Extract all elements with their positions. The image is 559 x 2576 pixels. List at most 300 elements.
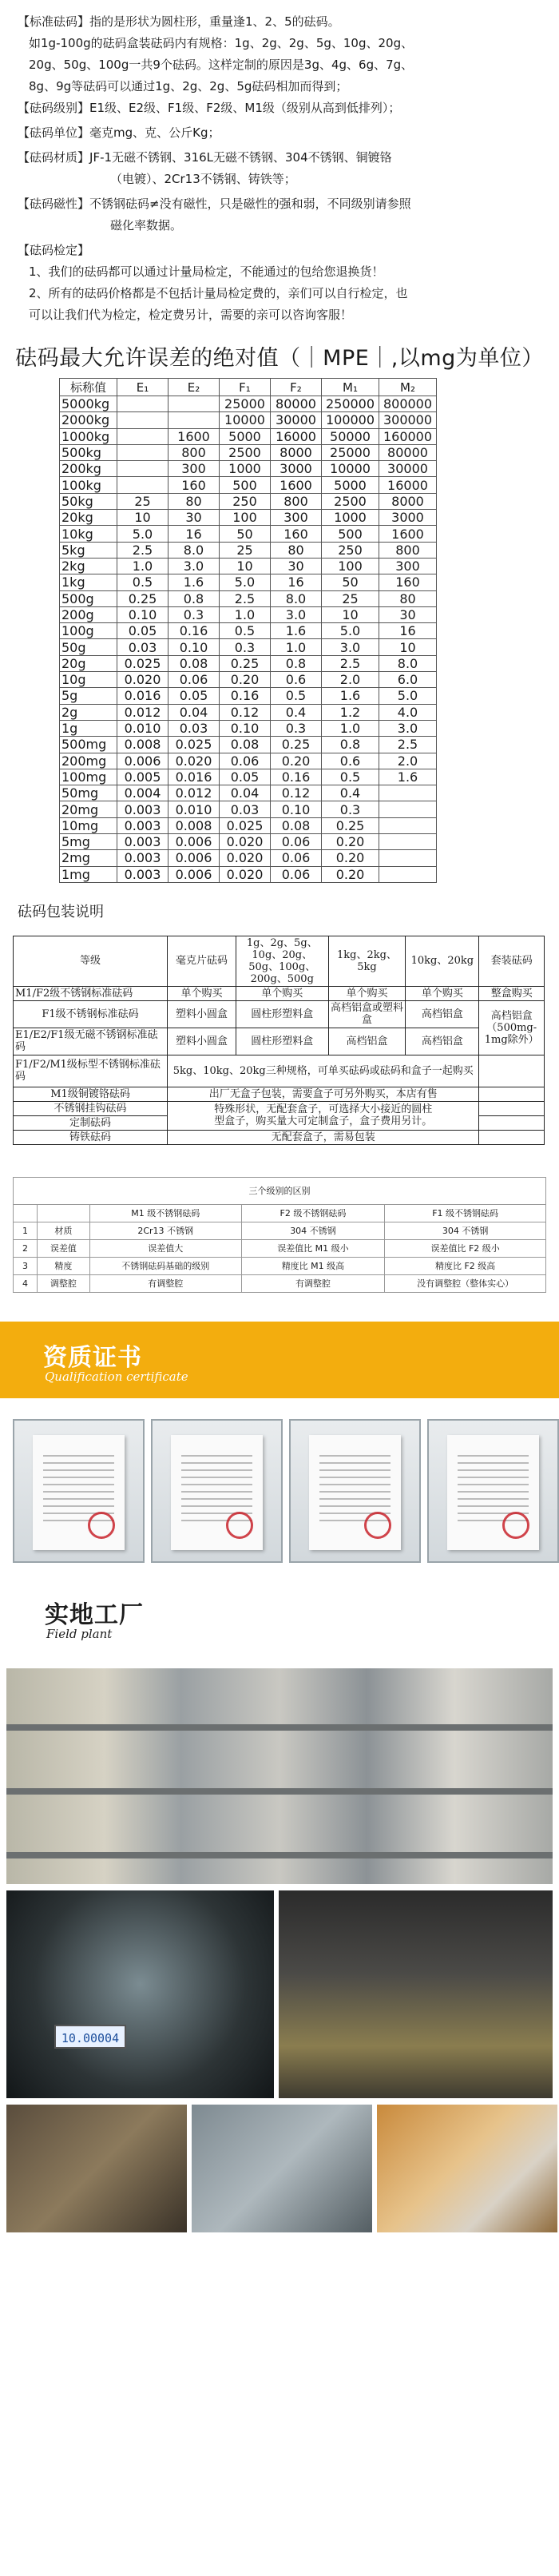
mpe-header-cell: F₁ <box>220 379 271 396</box>
comparison-row <box>14 1222 546 1239</box>
packaging-table <box>13 936 545 1145</box>
mpe-value-cell: 0.5 <box>117 574 168 590</box>
mpe-value-cell: 0.25 <box>117 590 168 606</box>
mpe-value-cell: 0.006 <box>117 753 168 769</box>
comparison-cell: 1 <box>14 1222 38 1239</box>
mpe-table <box>59 378 437 883</box>
mpe-value-cell: 10 <box>117 510 168 526</box>
mpe-value-cell <box>117 477 168 493</box>
mpe-value-cell: 500 <box>322 526 379 542</box>
mpe-value-cell: 1000 <box>220 461 271 477</box>
comparison-cell: 误差值 <box>37 1239 89 1257</box>
mpe-value-cell: 250 <box>220 493 271 509</box>
mpe-value-cell: 5000 <box>322 477 379 493</box>
mpe-value-cell: 0.008 <box>168 817 220 833</box>
grade-label: 【砝码级别】 <box>18 101 90 115</box>
mpe-value-cell: 1.6 <box>379 769 437 785</box>
mpe-value-cell: 3.0 <box>322 639 379 655</box>
mpe-value-cell: 0.006 <box>168 866 220 882</box>
field-plant-title: 实地工厂 <box>45 1600 144 1629</box>
mpe-value-cell: 16000 <box>379 477 437 493</box>
mpe-value-cell: 80000 <box>271 396 322 412</box>
mpe-row <box>60 688 437 704</box>
packaging-cell: 高档铝盒或塑料盒 <box>328 1000 406 1028</box>
mpe-nominal-cell: 200g <box>60 606 117 622</box>
mpe-value-cell: 2500 <box>322 493 379 509</box>
certificate-image <box>13 1419 145 1563</box>
mpe-nominal-cell: 50mg <box>60 785 117 801</box>
comparison-cell: 精度 <box>37 1257 89 1274</box>
mpe-value-cell: 3.0 <box>271 606 322 622</box>
mpe-value-cell: 0.16 <box>220 688 271 704</box>
packaging-cell <box>479 1087 545 1101</box>
mpe-value-cell: 300 <box>271 510 322 526</box>
mpe-value-cell: 0.08 <box>168 655 220 671</box>
comparison-row <box>14 1274 546 1292</box>
mpe-value-cell: 250 <box>322 542 379 558</box>
comparison-header-cell: F1 级不锈钢砝码 <box>385 1204 546 1222</box>
mpe-value-cell: 50000 <box>322 428 379 444</box>
packaging-cell <box>479 1130 545 1144</box>
mpe-row <box>60 493 437 509</box>
packaging-cell: 圆柱形塑料盒 <box>236 1028 328 1055</box>
field-plant-subtitle: Field plant <box>46 1626 113 1641</box>
mpe-row <box>60 574 437 590</box>
mpe-value-cell: 5.0 <box>117 526 168 542</box>
comparison-cell: 误差值大 <box>89 1239 241 1257</box>
comparison-cell: 精度比 F2 级高 <box>385 1257 546 1274</box>
mpe-nominal-cell: 20mg <box>60 801 117 817</box>
certificate-image <box>289 1419 421 1563</box>
mpe-value-cell: 0.10 <box>271 801 322 817</box>
mpe-value-cell: 0.003 <box>117 801 168 817</box>
packaging-grade-cell: M1/F2级不锈钢标准砝码 <box>14 986 168 1000</box>
mpe-nominal-cell: 1g <box>60 720 117 736</box>
mpe-row <box>60 590 437 606</box>
mpe-nominal-cell: 5g <box>60 688 117 704</box>
lathe-photo <box>192 2105 372 2232</box>
mpe-value-cell: 0.16 <box>271 769 322 785</box>
comparison-cell: 精度比 M1 级高 <box>241 1257 385 1274</box>
mpe-value-cell: 80 <box>271 542 322 558</box>
material-label: 【砝码材质】 <box>18 150 90 165</box>
mpe-value-cell: 1600 <box>271 477 322 493</box>
mpe-value-cell: 30000 <box>379 461 437 477</box>
packaging-header-cell: 1kg、2kg、5kg <box>328 936 406 986</box>
mpe-value-cell: 800 <box>271 493 322 509</box>
packaging-section-title: 砝码包装说明 <box>18 903 104 920</box>
mpe-value-cell: 0.8 <box>271 655 322 671</box>
mpe-row <box>60 720 437 736</box>
mpe-value-cell: 300 <box>379 558 437 574</box>
packaging-cell: 出厂无盒子包装，需要盒子可另外购买，本店有售 <box>168 1087 479 1101</box>
packaging-row <box>14 1130 545 1144</box>
mpe-value-cell <box>379 834 437 850</box>
verify-line-1: 1、我们的砝码都可以通过计量局检定，不能通过的包给您退换货！ <box>29 264 384 279</box>
mpe-value-cell: 0.10 <box>117 606 168 622</box>
mpe-row <box>60 672 437 688</box>
mpe-value-cell: 80000 <box>379 444 437 460</box>
mpe-value-cell: 0.10 <box>220 720 271 736</box>
mpe-header-cell: F₂ <box>271 379 322 396</box>
comparison-header-cell <box>37 1204 89 1222</box>
mpe-value-cell: 0.025 <box>168 737 220 753</box>
mpe-value-cell: 6.0 <box>379 672 437 688</box>
mpe-value-cell: 1.6 <box>168 574 220 590</box>
mpe-nominal-cell: 5mg <box>60 834 117 850</box>
packaging-header-cell: 10kg、20kg <box>406 936 479 986</box>
mpe-value-cell: 0.020 <box>220 834 271 850</box>
verify-label: 【砝码检定】 <box>18 243 90 257</box>
mpe-value-cell: 160 <box>379 574 437 590</box>
mpe-value-cell: 0.08 <box>220 737 271 753</box>
field-plant-banner <box>0 1580 559 1660</box>
mpe-nominal-cell: 10mg <box>60 817 117 833</box>
packaging-header-cell: 毫克片砝码 <box>168 936 236 986</box>
packaging-grade-cell: 铸铁砝码 <box>14 1130 168 1144</box>
comparison-cell: 3 <box>14 1257 38 1274</box>
packaging-cell: 单个购买 <box>168 986 236 1000</box>
mpe-row <box>60 817 437 833</box>
packaging-cell <box>168 1101 479 1130</box>
mpe-header-cell: E₁ <box>117 379 168 396</box>
stamp-icon <box>88 1512 115 1539</box>
comparison-row <box>14 1239 546 1257</box>
packaging-header-cell: 套装砝码 <box>479 936 545 986</box>
packaging-note-line-2: 型盒子，购买量大可定制盒子，盒子费用另计。 <box>214 1115 433 1128</box>
mpe-value-cell: 0.025 <box>117 655 168 671</box>
mpe-value-cell <box>117 461 168 477</box>
certificate-image <box>151 1419 283 1563</box>
stamp-icon <box>364 1512 391 1539</box>
mpe-value-cell: 0.020 <box>168 753 220 769</box>
machine-photo <box>279 1890 553 2098</box>
mpe-value-cell <box>117 412 168 428</box>
factory-photo-row <box>6 1890 559 2098</box>
material-line-1 <box>18 147 541 169</box>
mpe-value-cell: 800 <box>379 542 437 558</box>
mpe-value-cell: 25000 <box>220 396 271 412</box>
mpe-value-cell: 0.8 <box>168 590 220 606</box>
mpe-value-cell: 160 <box>168 477 220 493</box>
comparison-cell: 调整腔 <box>37 1274 89 1292</box>
comparison-cell: 304 不锈钢 <box>241 1222 385 1239</box>
mpe-value-cell: 25 <box>322 590 379 606</box>
mpe-value-cell: 160 <box>271 526 322 542</box>
mpe-value-cell: 0.06 <box>271 850 322 866</box>
mpe-value-cell: 1.0 <box>271 639 322 655</box>
mpe-value-cell: 0.04 <box>220 785 271 801</box>
mpe-value-cell: 0.12 <box>220 704 271 720</box>
comparison-title-row <box>14 1177 546 1204</box>
mpe-value-cell: 0.3 <box>220 639 271 655</box>
standard-text: 指的是形状为圆柱形，重量逢1、2、5的砝码。 <box>89 14 340 29</box>
mpe-value-cell: 0.16 <box>168 623 220 639</box>
mpe-value-cell: 8000 <box>271 444 322 460</box>
mpe-value-cell: 0.003 <box>117 866 168 882</box>
mpe-value-cell: 25 <box>220 542 271 558</box>
mpe-row <box>60 558 437 574</box>
packaging-cell: 高档铝盒 <box>406 1028 479 1055</box>
mpe-nominal-cell: 50kg <box>60 493 117 509</box>
warehouse-photo <box>6 1668 553 1884</box>
packaging-cell <box>479 1101 545 1115</box>
certificate-gallery <box>13 1419 559 1563</box>
mpe-value-cell: 0.005 <box>117 769 168 785</box>
comparison-cell: 误差值比 F2 级小 <box>385 1239 546 1257</box>
mpe-value-cell: 100 <box>322 558 379 574</box>
packaging-row <box>14 1101 545 1115</box>
mpe-value-cell: 1600 <box>168 428 220 444</box>
comparison-cell: 不锈钢砝码基础的级别 <box>89 1257 241 1274</box>
mpe-row <box>60 639 437 655</box>
mpe-row <box>60 785 437 801</box>
mpe-row <box>60 477 437 493</box>
standard-line-3: 20g、50g、100g一共9个砝码。这样定制的原因是3g、4g、6g、7g、 <box>29 58 414 72</box>
mpe-value-cell: 2.5 <box>322 655 379 671</box>
mpe-table-title: 砝码最大允许误差的绝对值（｜MPE｜,以mg为单位） <box>15 346 544 371</box>
mpe-header-cell: 标称值 <box>60 379 117 396</box>
mpe-nominal-cell: 1kg <box>60 574 117 590</box>
mpe-value-cell: 100000 <box>322 412 379 428</box>
mpe-row <box>60 526 437 542</box>
grade-line <box>18 97 541 119</box>
packaging-grade-cell: M1级铜镀铬砝码 <box>14 1087 168 1101</box>
mpe-value-cell: 30000 <box>271 412 322 428</box>
mpe-value-cell: 0.20 <box>322 866 379 882</box>
mpe-header-cell: E₂ <box>168 379 220 396</box>
material-line-2: （电镀）、2Cr13不锈钢、铸铁等； <box>110 172 296 186</box>
mpe-value-cell: 5000 <box>220 428 271 444</box>
mpe-value-cell: 10000 <box>220 412 271 428</box>
mpe-value-cell: 0.04 <box>168 704 220 720</box>
packing-photo <box>377 2105 557 2232</box>
packaging-row <box>14 1055 545 1087</box>
mpe-value-cell: 0.003 <box>117 834 168 850</box>
mpe-row <box>60 461 437 477</box>
comparison-cell: 误差值比 M1 级小 <box>241 1239 385 1257</box>
mpe-value-cell: 0.05 <box>220 769 271 785</box>
mpe-value-cell <box>379 785 437 801</box>
mpe-row <box>60 428 437 444</box>
packaging-note-line-1: 特殊形状，无配套盒子，可选择大小接近的圆柱 <box>214 1103 433 1116</box>
magnetic-line-2: 磁化率数据。 <box>110 218 183 233</box>
mpe-value-cell: 30 <box>271 558 322 574</box>
mpe-value-cell: 0.4 <box>271 704 322 720</box>
unit-line <box>18 122 541 144</box>
mpe-nominal-cell: 100g <box>60 623 117 639</box>
mpe-value-cell: 0.06 <box>220 753 271 769</box>
mpe-value-cell: 2.0 <box>322 672 379 688</box>
mpe-value-cell: 0.020 <box>220 866 271 882</box>
mpe-value-cell <box>379 817 437 833</box>
mpe-value-cell: 0.4 <box>322 785 379 801</box>
packaging-cell: 单个购买 <box>236 986 328 1000</box>
mpe-value-cell: 50 <box>220 526 271 542</box>
packaging-header-cell: 等级 <box>14 936 168 986</box>
mpe-value-cell: 500 <box>220 477 271 493</box>
certificate-image <box>427 1419 559 1563</box>
mpe-value-cell: 1.6 <box>271 623 322 639</box>
mpe-value-cell: 1.2 <box>322 704 379 720</box>
mpe-value-cell: 0.05 <box>117 623 168 639</box>
mpe-value-cell <box>168 396 220 412</box>
mpe-value-cell <box>117 428 168 444</box>
mpe-nominal-cell: 200kg <box>60 461 117 477</box>
mpe-header-cell: M₁ <box>322 379 379 396</box>
packaging-cell: 高档铝盒（500mg-1mg除外） <box>479 1000 545 1055</box>
mpe-nominal-cell: 200mg <box>60 753 117 769</box>
packaging-cell: 无配套盒子，需易包装 <box>168 1130 479 1144</box>
verify-line-3: 可以让我们代为检定，检定费另计，需要的亲可以咨询客服！ <box>29 308 353 322</box>
mpe-value-cell: 0.003 <box>117 817 168 833</box>
packaging-row <box>14 1087 545 1101</box>
mpe-value-cell: 1.0 <box>322 720 379 736</box>
mpe-nominal-cell: 2kg <box>60 558 117 574</box>
mpe-row <box>60 396 437 412</box>
mpe-value-cell: 0.008 <box>117 737 168 753</box>
mpe-value-cell: 0.016 <box>117 688 168 704</box>
mpe-nominal-cell: 2g <box>60 704 117 720</box>
mpe-nominal-cell: 1mg <box>60 866 117 882</box>
mpe-value-cell: 0.016 <box>168 769 220 785</box>
mpe-header-cell: M₂ <box>379 379 437 396</box>
mpe-nominal-cell: 50g <box>60 639 117 655</box>
mpe-value-cell: 80 <box>168 493 220 509</box>
mpe-value-cell: 5.0 <box>322 623 379 639</box>
mpe-nominal-cell: 500g <box>60 590 117 606</box>
mpe-nominal-cell: 2mg <box>60 850 117 866</box>
packaging-cell: 5kg、10kg、20kg三种规格，可单买砝码或砝码和盒子一起购买 <box>168 1055 479 1087</box>
mpe-value-cell: 0.3 <box>322 801 379 817</box>
mpe-value-cell: 0.06 <box>168 672 220 688</box>
mpe-value-cell: 800 <box>168 444 220 460</box>
mpe-value-cell: 0.010 <box>168 801 220 817</box>
comparison-cell: 2 <box>14 1239 38 1257</box>
mpe-row <box>60 753 437 769</box>
mpe-row <box>60 606 437 622</box>
mpe-value-cell: 8.0 <box>168 542 220 558</box>
mpe-value-cell: 0.004 <box>117 785 168 801</box>
magnetic-label: 【砝码磁性】 <box>18 197 90 211</box>
mpe-nominal-cell: 1000kg <box>60 428 117 444</box>
mpe-value-cell: 1.0 <box>117 558 168 574</box>
packaging-cell <box>479 1055 545 1087</box>
packaging-row <box>14 1000 545 1028</box>
mpe-value-cell: 0.03 <box>117 639 168 655</box>
mpe-nominal-cell: 2000kg <box>60 412 117 428</box>
mpe-value-cell: 0.20 <box>271 753 322 769</box>
mpe-nominal-cell: 500kg <box>60 444 117 460</box>
mpe-value-cell: 300000 <box>379 412 437 428</box>
mpe-nominal-cell: 20kg <box>60 510 117 526</box>
packaging-cell: 塑料小圆盒 <box>168 1028 236 1055</box>
mpe-value-cell: 0.20 <box>322 850 379 866</box>
mpe-value-cell: 0.03 <box>168 720 220 736</box>
scale-readout: 10.00004 <box>54 2025 126 2049</box>
mpe-value-cell: 300 <box>168 461 220 477</box>
packaging-grade-cell: F1/F2/M1级标型不锈钢标准砝码 <box>14 1055 168 1087</box>
mpe-row <box>60 834 437 850</box>
mpe-value-cell: 0.025 <box>220 817 271 833</box>
mpe-nominal-cell: 100kg <box>60 477 117 493</box>
mpe-row <box>60 704 437 720</box>
mpe-row <box>60 510 437 526</box>
packaging-cell: 整盒购买 <box>479 986 545 1000</box>
mpe-value-cell: 4.0 <box>379 704 437 720</box>
magnetic-line-1 <box>18 193 541 215</box>
packaging-cell: 单个购买 <box>328 986 406 1000</box>
comparison-cell: 有调整腔 <box>241 1274 385 1292</box>
mpe-value-cell <box>379 801 437 817</box>
material-text: JF-1无磁不锈钢、316L无磁不锈钢、304不锈钢、铜镀铬 <box>89 150 392 165</box>
mpe-value-cell: 800000 <box>379 396 437 412</box>
comparison-header-cell <box>14 1204 38 1222</box>
mpe-value-cell <box>379 866 437 882</box>
packaging-cell: 塑料小圆盒 <box>168 1000 236 1028</box>
mpe-value-cell: 0.5 <box>271 688 322 704</box>
mpe-value-cell: 0.3 <box>271 720 322 736</box>
mpe-nominal-cell: 10g <box>60 672 117 688</box>
mpe-value-cell: 0.003 <box>117 850 168 866</box>
packaging-row <box>14 986 545 1000</box>
mpe-value-cell: 2500 <box>220 444 271 460</box>
product-info-section <box>0 0 559 326</box>
comparison-cell: 没有调整腔（整体实心） <box>385 1274 546 1292</box>
mpe-row <box>60 655 437 671</box>
packaging-cell <box>479 1115 545 1130</box>
mpe-nominal-cell: 100mg <box>60 769 117 785</box>
mpe-value-cell: 0.08 <box>271 817 322 833</box>
mpe-nominal-cell: 20g <box>60 655 117 671</box>
magnetic-text: 不锈钢砝码≠没有磁性，只是磁性的强和弱，不同级别请参照 <box>89 197 411 211</box>
mpe-value-cell: 0.12 <box>271 785 322 801</box>
mpe-value-cell: 2.0 <box>379 753 437 769</box>
certificate-subtitle: Qualification certificate <box>45 1369 188 1384</box>
mpe-nominal-cell: 5kg <box>60 542 117 558</box>
comparison-cell: 304 不锈钢 <box>385 1222 546 1239</box>
comparison-cell: 2Cr13 不锈钢 <box>89 1222 241 1239</box>
mpe-value-cell: 3000 <box>271 461 322 477</box>
mpe-value-cell: 50 <box>322 574 379 590</box>
mpe-value-cell <box>168 412 220 428</box>
comparison-cell: 4 <box>14 1274 38 1292</box>
factory-photo-row-2 <box>6 2105 559 2232</box>
mpe-value-cell: 0.20 <box>220 672 271 688</box>
standard-line-2: 如1g-100g的砝码盒装砝码内有规格：1g、2g、2g、5g、10g、20g、 <box>29 36 414 50</box>
mpe-nominal-cell: 500mg <box>60 737 117 753</box>
mpe-value-cell: 250000 <box>322 396 379 412</box>
mpe-value-cell: 0.006 <box>168 850 220 866</box>
mpe-row <box>60 444 437 460</box>
stamp-icon <box>502 1512 529 1539</box>
mpe-value-cell: 0.6 <box>322 753 379 769</box>
mpe-value-cell: 25 <box>117 493 168 509</box>
standard-line-1 <box>18 11 541 33</box>
mpe-row <box>60 769 437 785</box>
mpe-value-cell: 0.8 <box>322 737 379 753</box>
mpe-value-cell: 1000 <box>322 510 379 526</box>
mpe-value-cell: 30 <box>168 510 220 526</box>
balance-photo <box>6 1890 274 2098</box>
certificate-banner <box>0 1322 559 1398</box>
mpe-value-cell: 0.25 <box>220 655 271 671</box>
mpe-value-cell: 0.020 <box>117 672 168 688</box>
mpe-value-cell: 8000 <box>379 493 437 509</box>
packaging-header-cell: 1g、2g、5g、10g、20g、50g、100g、200g、500g <box>236 936 328 986</box>
unit-label: 【砝码单位】 <box>18 125 90 140</box>
comparison-header-cell: M1 级不锈钢砝码 <box>89 1204 241 1222</box>
